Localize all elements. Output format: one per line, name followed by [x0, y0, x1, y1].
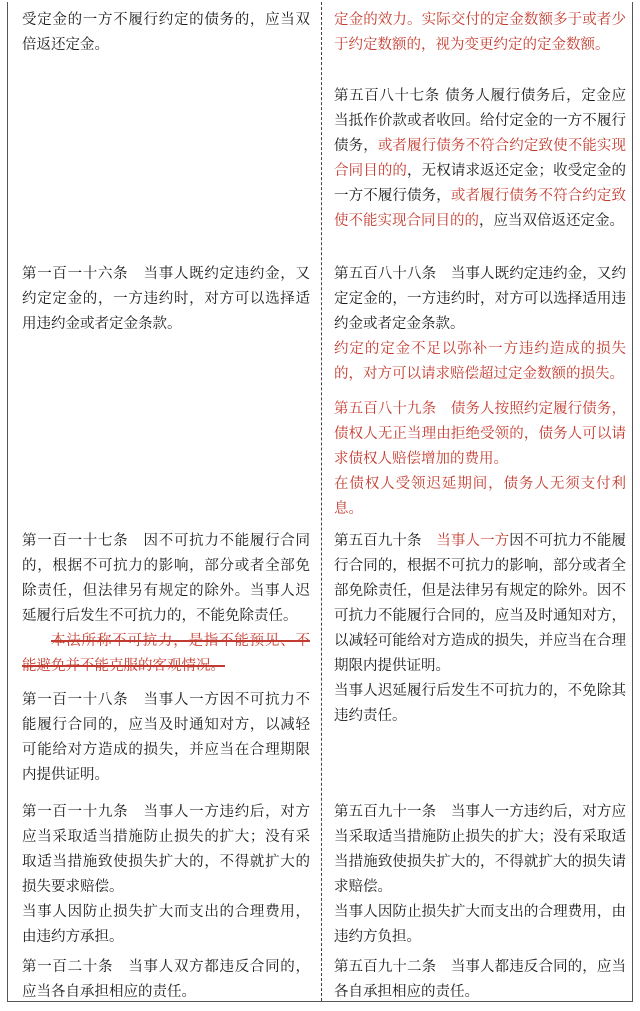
- paragraph: 第一百二十条 当事人双方都违反合同的，应当各自承担相应的责任。: [22, 959, 310, 1000]
- added-text: 或者履行债务不符合约定致使不能实现合同目的的: [334, 138, 627, 179]
- article-587: [334, 84, 626, 234]
- paragraph: 第一百一十八条 当事人一方因不可抗力不能履行合同的，应当及时通知对方，以减轻可能给对方造成的损失，并应当在合理期限内提供证明。: [22, 692, 310, 783]
- text: 第五百八十七条 债务人履行债务后，定金应当抵作价款或者收回。给付定金的一方不履行债务，: [334, 88, 626, 154]
- article-117: [22, 529, 310, 679]
- article-116: [22, 262, 310, 337]
- paragraph: 第一百一十七条 因不可抗力不能履行合同的，根据不可抗力的影响，部分或者全部免除责任，但法律另有规定的除外。当事人迟延履行后发生不可抗力的，不能免除责任。: [22, 533, 310, 624]
- paragraph: 当事人因防止损失扩大而支出的合理费用，由违约方承担。: [22, 904, 310, 945]
- text: 第五百九十条: [334, 533, 422, 549]
- text: 因不可抗力不能履行合同的，根据不可抗力的影响，部分或者全部免除责任，但是法律另有规定的除外。因不可抗力不能履行合同的，应当及时通知对方，以减轻可能给对方造成的损失，并应当在合理期限内提供证明。: [334, 533, 627, 674]
- paragraph: 第五百八十八条 当事人既约定违约金，又约定定金的，一方违约时，对方可以选择适用违约金或者定金条款。: [334, 266, 626, 332]
- paragraph: 第一百一十六条 当事人既约定违约金，又约定定金的，一方违约时，对方可以选择适用违约金或者定金条款。: [22, 266, 310, 332]
- paragraph: 第五百九十一条 当事人一方违约后，对方应当采取适当措施防止损失的扩大；没有采取适当措施致使损失扩大的，不得就扩大的损失请求赔偿。: [334, 804, 626, 895]
- comparison-table: [7, 2, 633, 1002]
- paragraph: 当事人因防止损失扩大而支出的合理费用，由违约方负担。: [334, 904, 626, 945]
- article-120: [22, 955, 310, 1005]
- paragraph: 第一百一十九条 当事人一方违约后，对方应当采取适当措施防止损失的扩大；没有采取适当措施致使损失扩大的，不得就扩大的损失要求赔偿。: [22, 804, 310, 895]
- article-115-tail: [22, 8, 310, 58]
- article-586-tail: [334, 8, 626, 58]
- article-590: [334, 529, 626, 729]
- article-591: [334, 800, 626, 950]
- added-text: 约定的定金不足以弥补一方违约造成的损失的，对方可以请求赔偿超过定金数额的损失。: [334, 341, 626, 382]
- paragraph: 第五百九十二条 当事人都违反合同的，应当各自承担相应的责任。: [334, 959, 626, 1000]
- column-divider: [321, 2, 322, 1001]
- added-text: 当事人一方: [436, 533, 510, 549]
- text: ，无权请求返还定金；收受定金的一方不履行债务，: [334, 163, 627, 204]
- paragraph: 当事人迟延履行后发生不可抗力的，不免除其违约责任。: [334, 683, 626, 724]
- article-589: [334, 397, 626, 522]
- deleted-text: 本法所称不可抗力，是指不能预见、不能避免并不能克服的客观情况。: [22, 633, 310, 674]
- added-text: 或者履行债务不符合约定致使不能实现合同目的的: [334, 188, 627, 229]
- added-text: 定金的效力。实际交付的定金数额多于或者少于约定数额的，视为变更约定的定金数额。: [334, 12, 626, 53]
- added-text: 在债权人受领迟延期间，债务人无须支付利息。: [334, 476, 626, 517]
- text: ，应当双倍返还定金。: [479, 213, 624, 229]
- article-119: [22, 800, 310, 950]
- added-text: 第五百八十九条 债务人按照约定履行债务，债权人无正当理由拒绝受领的，债务人可以请求债权人赔偿增加的费用。: [334, 401, 626, 467]
- article-592: [334, 955, 626, 1005]
- paragraph: 受定金的一方不履行约定的债务的，应当双倍返还定金。: [22, 12, 310, 53]
- article-588: [334, 262, 626, 387]
- article-118: [22, 688, 310, 788]
